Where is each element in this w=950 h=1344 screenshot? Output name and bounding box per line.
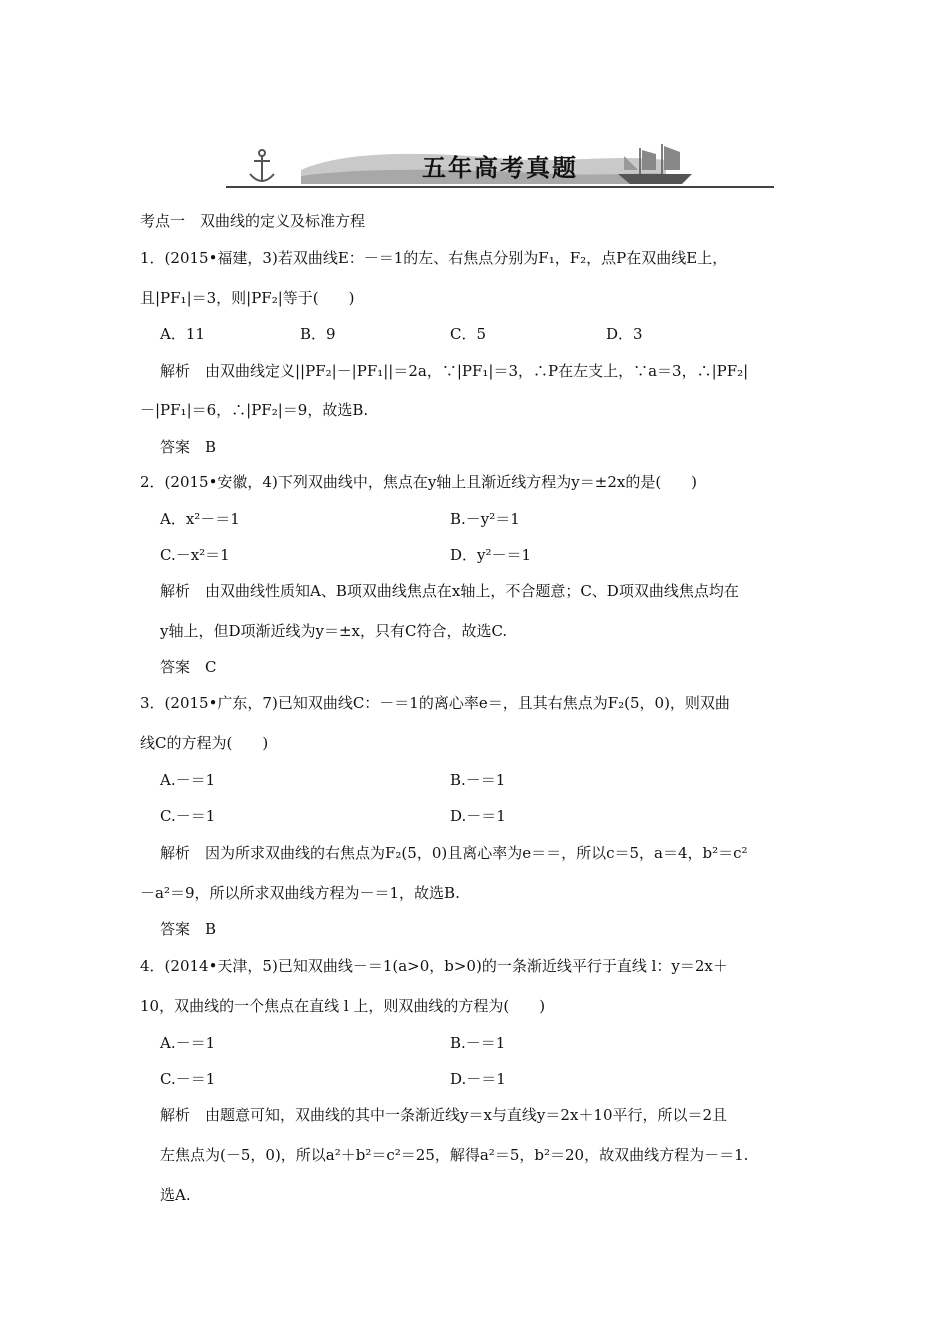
section-banner	[226, 140, 774, 192]
q3-analysis-line1: 解析 因为所求双曲线的右焦点为F₂(5，0)且离心率为e＝＝，所以c＝5，a＝4，b²＝c²	[160, 844, 748, 862]
q3-answer: 答案 B	[160, 920, 217, 938]
q2-option-a: A．x²－＝1	[160, 510, 240, 528]
banner-title: 五年高考真题	[422, 154, 578, 182]
section-title: 考点一 双曲线的定义及标准方程	[140, 212, 366, 230]
q3-stem-line1: 3．(2015•广东，7)已知双曲线C：－＝1的离心率e＝，且其右焦点为F₂(5，0)，则双曲	[140, 694, 730, 712]
q1-analysis-line2: －|PF₁|＝6，∴|PF₂|＝9，故选B.	[140, 401, 369, 419]
q4-option-a: A.－＝1	[160, 1034, 216, 1052]
q2-option-c: C.－x²＝1	[160, 546, 230, 564]
q1-stem-line1: 1．(2015•福建，3)若双曲线E：－＝1的左、右焦点分别为F₁，F₂，点P在双曲线E上，	[140, 249, 728, 267]
q2-analysis-line2: y轴上，但D项渐近线为y＝±x，只有C符合，故选C.	[160, 622, 508, 640]
q3-option-a: A.－＝1	[160, 771, 216, 789]
q4-option-b: B.－＝1	[450, 1034, 506, 1052]
q1-option-b: B．9	[300, 325, 336, 343]
q2-stem-line1: 2．(2015•安徽，4)下列双曲线中，焦点在y轴上且渐近线方程为y＝±2x的是( )	[140, 473, 698, 491]
q4-analysis-line1: 解析 由题意可知，双曲线的其中一条渐近线y＝x与直线y＝2x＋10平行，所以＝2且	[160, 1106, 728, 1124]
q3-option-d: D.－＝1	[450, 807, 506, 825]
q4-option-d: D.－＝1	[450, 1070, 506, 1088]
q1-stem-line2: 且|PF₁|＝3，则|PF₂|等于( )	[140, 289, 355, 307]
q3-option-b: B.－＝1	[450, 771, 506, 789]
q3-analysis-line2: －a²＝9，所以所求双曲线方程为－＝1，故选B.	[140, 884, 460, 902]
q4-stem-line2: 10，双曲线的一个焦点在直线 l 上，则双曲线的方程为( )	[140, 997, 546, 1015]
q1-option-a: A．11	[160, 325, 205, 343]
q2-answer: 答案 C	[160, 658, 217, 676]
q2-option-b: B.－y²＝1	[450, 510, 520, 528]
q4-analysis-line3: 选A.	[160, 1186, 191, 1204]
q1-option-c: C．5	[450, 325, 487, 343]
q2-analysis-line1: 解析 由双曲线性质知A、B项双曲线焦点在x轴上，不合题意；C、D项双曲线焦点均在	[160, 582, 739, 600]
q4-stem-line1: 4．(2014•天津，5)已知双曲线－＝1(a>0，b>0)的一条渐近线平行于直线 l：y＝2x＋	[140, 957, 728, 975]
q4-option-c: C.－＝1	[160, 1070, 216, 1088]
q3-stem-line2: 线C的方程为( )	[140, 734, 269, 752]
q1-option-d: D．3	[606, 325, 643, 343]
q2-option-d: D．y²－＝1	[450, 546, 532, 564]
q4-analysis-line2: 左焦点为(－5，0)，所以a²＋b²＝c²＝25，解得a²＝5，b²＝20，故双曲线方程为－＝1.	[160, 1146, 749, 1164]
q3-option-c: C.－＝1	[160, 807, 216, 825]
q1-answer: 答案 B	[160, 438, 217, 456]
q1-analysis-line1: 解析 由双曲线定义||PF₂|－|PF₁||＝2a，∵|PF₁|＝3，∴P在左支上，∵a＝3，∴|PF₂|	[160, 362, 749, 380]
